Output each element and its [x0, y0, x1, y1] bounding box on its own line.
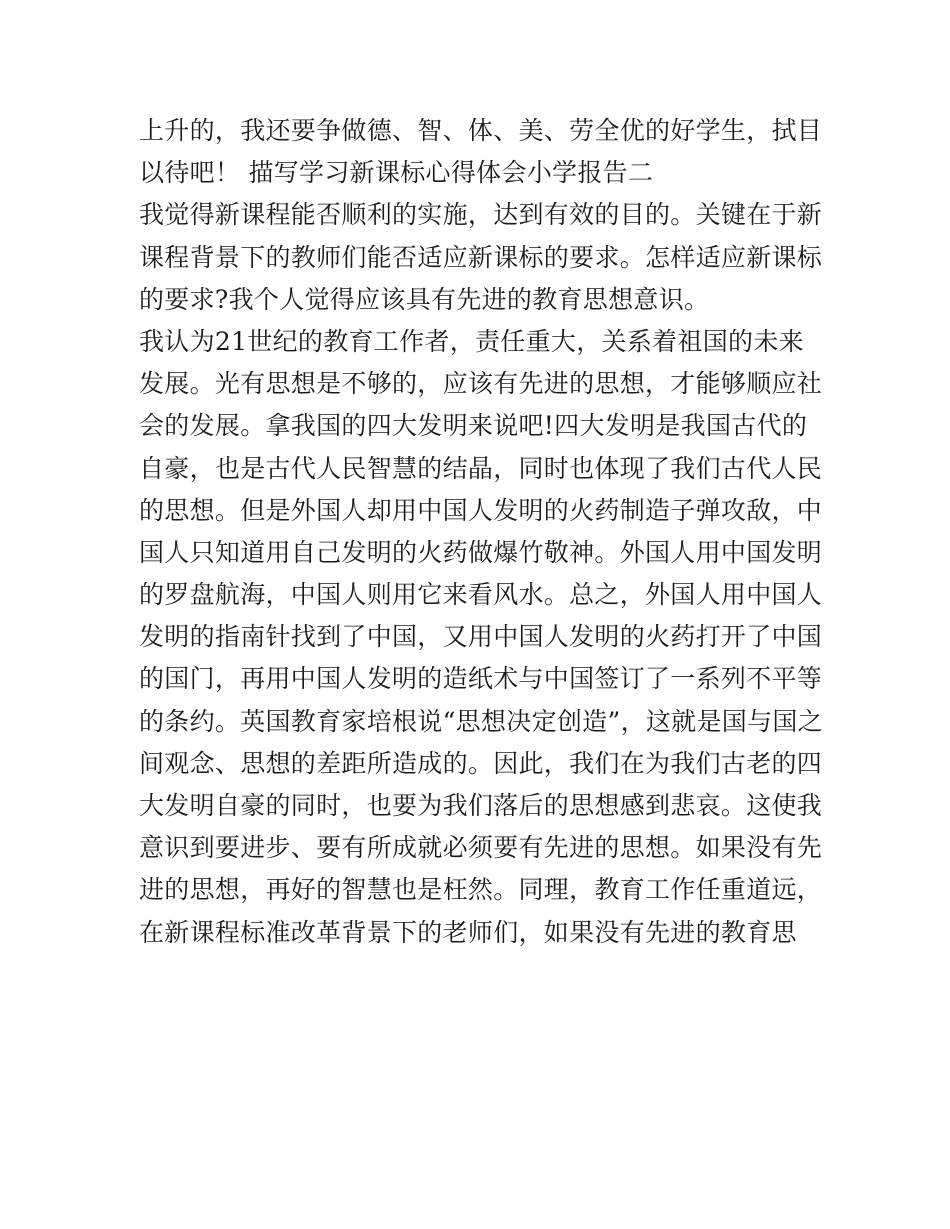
text-line: 的思想。但是外国人却用中国人发明的火药制造子弹攻敌，中 — [139, 495, 823, 525]
text-line: 的条约。英国教育家培根说“思想决定创造”，这就是国与国之 — [139, 706, 823, 736]
text-line: 自豪，也是古代人民智慧的结晶，同时也体现了我们古代人民 — [139, 453, 823, 483]
text-line: 在新课程标准改革背景下的老师们，如果没有先进的教育思 — [139, 917, 797, 947]
text-line: 的国门，再用中国人发明的造纸术与中国签订了一系列不平等 — [139, 664, 823, 694]
text-line: 发展。光有思想是不够的，应该有先进的思想，才能够顺应社 — [139, 369, 823, 399]
text-line: 课程背景下的教师们能否适应新课标的要求。怎样适应新课标 — [139, 242, 823, 272]
text-line: 的要求?我个人觉得应该具有先进的教育思想意识。 — [139, 284, 710, 314]
text-line: 进的思想，再好的智慧也是枉然。同理，教育工作任重道远， — [139, 875, 823, 905]
text-line: 大发明自豪的同时，也要为我们落后的思想感到悲哀。这使我 — [139, 791, 823, 820]
text-line: 发明的指南针找到了中国，又用中国人发明的火药打开了中国 — [139, 622, 823, 652]
text-line: 会的发展。拿我国的四大发明来说吧!四大发明是我国古代的 — [139, 411, 808, 441]
body-text — [139, 110, 823, 954]
text-line: 的罗盘航海，中国人则用它来看风水。总之，外国人用中国人 — [139, 580, 823, 610]
text-line: 国人只知道用自己发明的火药做爆竹敬神。外国人用中国发明 — [139, 537, 823, 567]
text-line: 我觉得新课程能否顺利的实施，达到有效的目的。关键在于新 — [139, 200, 823, 230]
text-line: 间观念、思想的差距所造成的。因此，我们在为我们古老的四 — [139, 748, 823, 778]
text-line: 我认为21世纪的教育工作者，责任重大，关系着祖国的未来 — [139, 326, 804, 356]
text-line: 意识到要进步、要有所成就必须要有先进的思想。如果没有先 — [139, 833, 823, 863]
text-line: 以待吧！ 描写学习新课标心得体会小学报告二 — [139, 158, 654, 188]
text-line: 上升的，我还要争做德、智、体、美、劳全优的好学生，拭目 — [139, 116, 823, 145]
